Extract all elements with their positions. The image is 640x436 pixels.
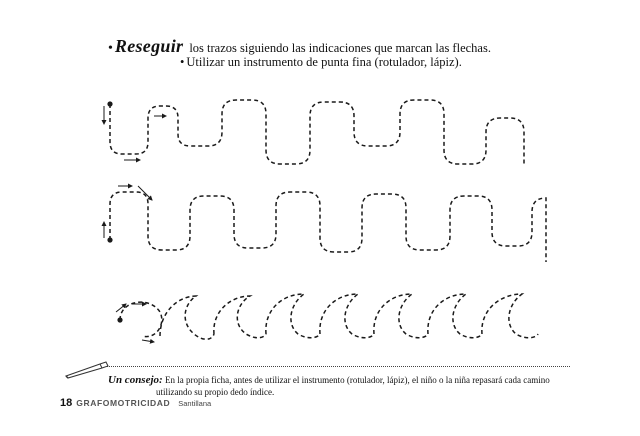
separator-line [102,366,570,367]
series-brand: GRAFOMOTRICIDAD [76,398,171,408]
tip-text-1: En la propia ficha, antes de utilizar el instrumento (rotulador, lápiz), el niño o la niña repasará cada camino [164,375,550,385]
tip-label: Un consejo: [108,374,163,386]
tracing-path-2[interactable] [110,192,546,262]
start-dot-icon [107,237,112,242]
instruction-text-2: Utilizar un instrumento de punta fina (rotulador, lápiz). [186,55,462,69]
tip-box [108,374,608,398]
instruction-text-1: los trazos siguiendo las indicaciones que marcan las flechas. [189,41,491,55]
page-number: 18 [60,397,73,409]
pen-icon [64,360,112,380]
bullet: • [180,55,185,69]
tip-text-2: utilizando su propio dedo índice. [156,387,275,397]
tracing-path-1[interactable] [110,100,524,164]
start-dot-icon [107,101,112,106]
arrow-icon [116,304,126,312]
publisher-name: Santillana [178,399,212,408]
tracing-path-3[interactable] [120,294,538,339]
arrow-icon [142,340,154,342]
exercise-title: Reseguir [114,36,184,56]
bullet: • [108,41,113,56]
page-footer [60,397,211,409]
start-dot-icon [117,317,122,322]
